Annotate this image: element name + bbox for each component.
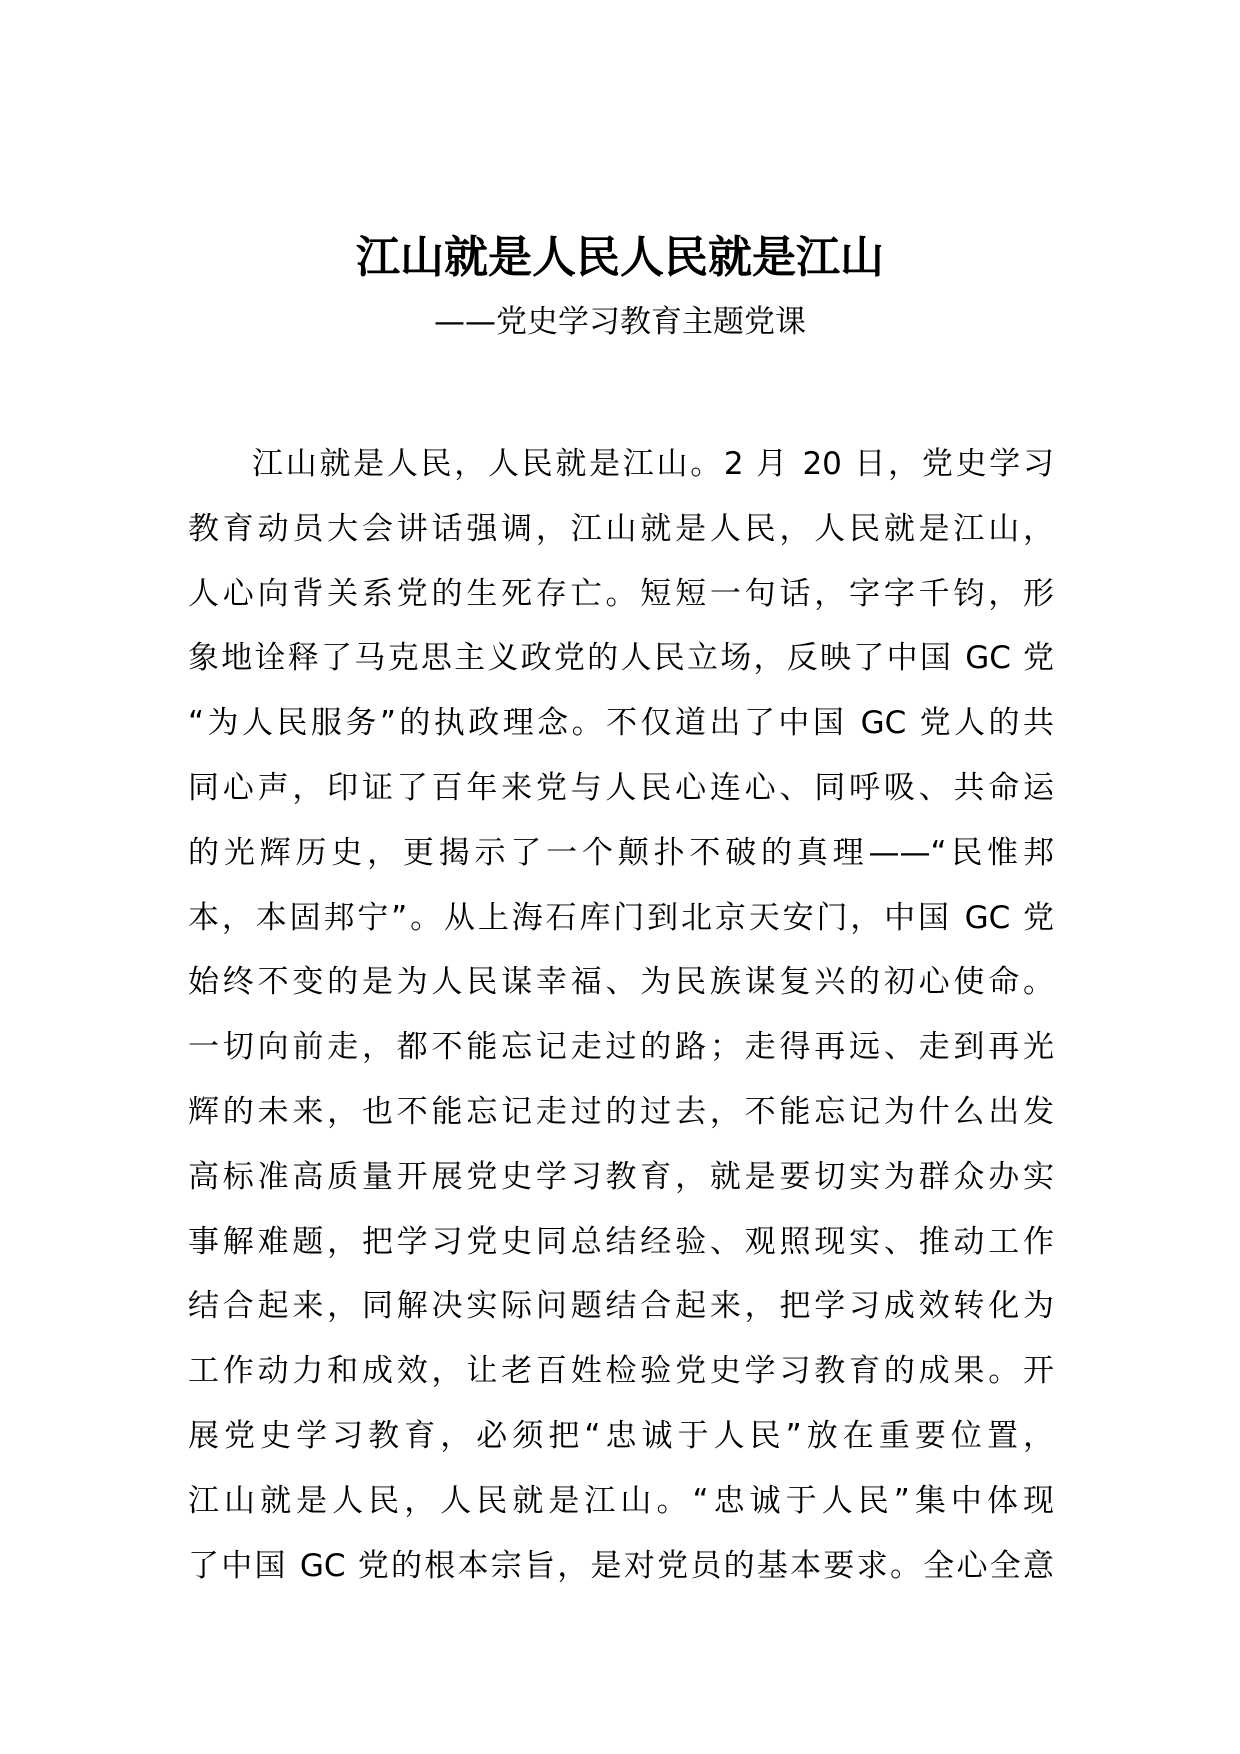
body-line: 高标准高质量开展党史学习教育，就是要切实为群众办实	[188, 1158, 1054, 1195]
body-line: 工作动力和成效，让老百姓检验党史学习教育的成果。开	[188, 1353, 1054, 1390]
body-line: 辉的未来，也不能忘记走过的过去，不能忘记为什么出发	[188, 1093, 1054, 1130]
body-line: 同心声，印证了百年来党与人民心连心、同呼吸、共命运	[188, 769, 1054, 806]
body-line: 一切向前走，都不能忘记走过的路；走得再远、走到再光	[188, 1029, 1054, 1066]
document-subtitle: ——党史学习教育主题党课	[434, 304, 806, 340]
body-line: 的光辉历史，更揭示了一个颠扑不破的真理——“民惟邦	[188, 834, 1054, 871]
body-line: 人心向背关系党的生死存亡。短短一句话，字字千钧，形	[188, 575, 1054, 612]
body-line: “为人民服务”的执政理念。不仅道出了中国 GC 党人的共	[188, 705, 1054, 742]
body-line: 展党史学习教育，必须把“忠诚于人民”放在重要位置，	[188, 1417, 1054, 1454]
body-line: 事解难题，把学习党史同总结经验、观照现实、推动工作	[188, 1223, 1054, 1260]
body-line: 结合起来，同解决实际问题结合起来，把学习成效转化为	[188, 1288, 1054, 1325]
body-line: 象地诠释了马克思主义政党的人民立场，反映了中国 GC 党	[188, 640, 1054, 677]
body-line: 始终不变的是为人民谋幸福、为民族谋复兴的初心使命。	[188, 964, 1054, 1001]
body-line: 江山就是人民，人民就是江山。“忠诚于人民”集中体现	[188, 1482, 1054, 1519]
body-line: 了中国 GC 党的根本宗旨，是对党员的基本要求。全心全意	[188, 1547, 1054, 1584]
body-line: 教育动员大会讲话强调，江山就是人民，人民就是江山，	[188, 510, 1054, 547]
document-title: 江山就是人民人民就是江山	[356, 232, 884, 283]
body-line: 本，本固邦宁”。从上海石库门到北京天安门，中国 GC 党	[188, 899, 1054, 936]
body-paragraph	[188, 432, 1054, 1598]
body-line: 江山就是人民，人民就是江山。2 月 20 日，党史学习	[252, 446, 1054, 482]
